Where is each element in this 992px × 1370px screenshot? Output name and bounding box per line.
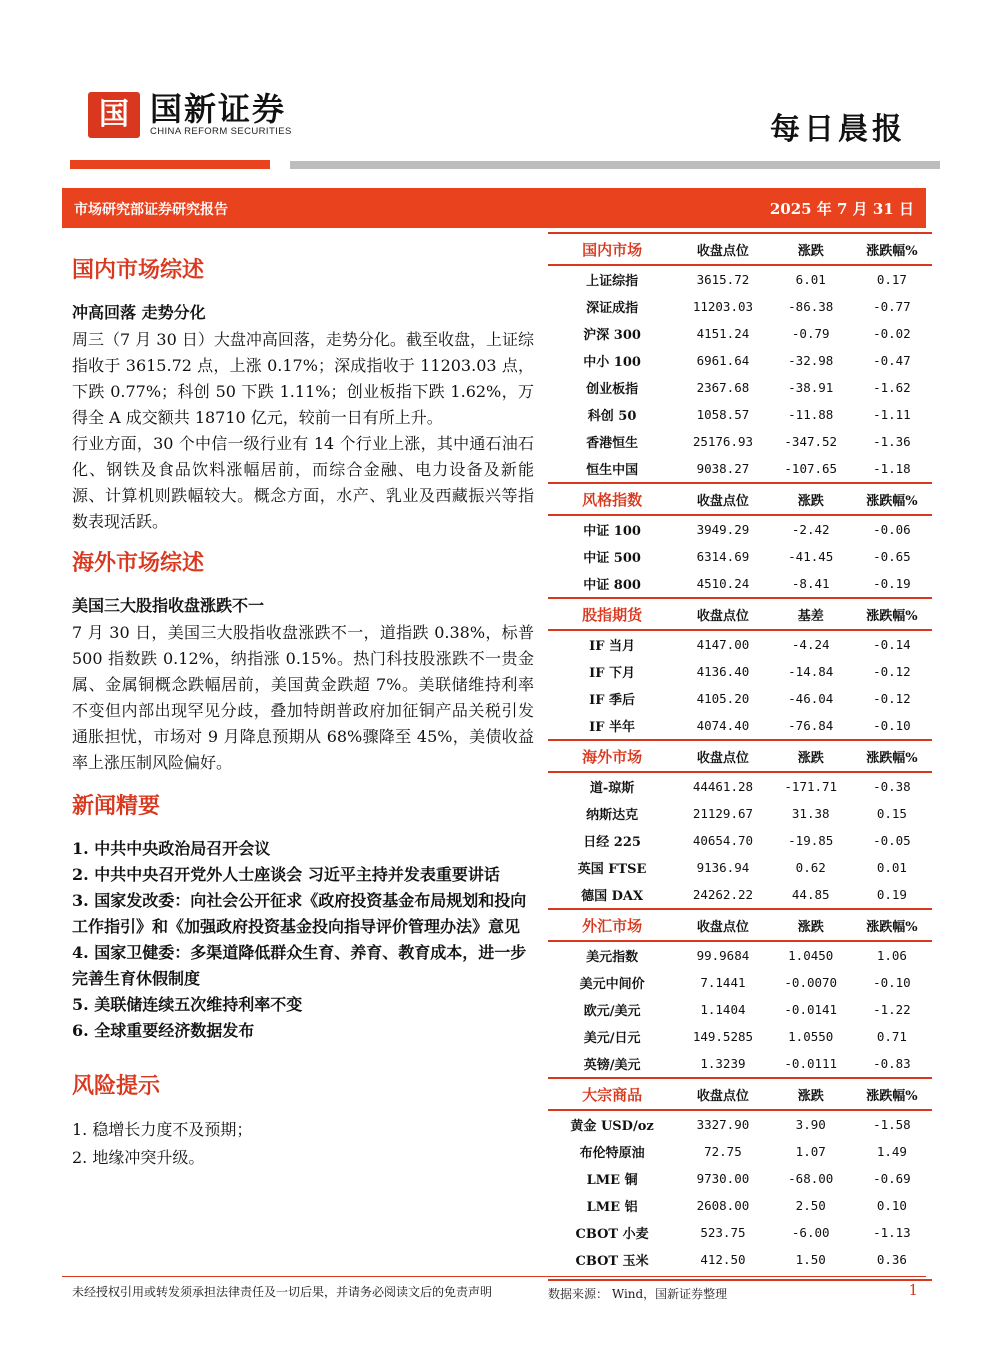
cell-value: 1.06 <box>876 948 907 963</box>
cell-value: -1.18 <box>873 461 911 476</box>
market-data-table <box>548 232 932 1273</box>
table-row <box>548 1110 932 1138</box>
cell-value: 3327.90 <box>696 1117 750 1132</box>
row-label: 创业板指 <box>586 382 639 397</box>
column-header: 涨跌 <box>770 1078 852 1110</box>
cell-value: -0.0070 <box>784 975 838 990</box>
brand-name-cn: 国新证券 <box>150 90 287 128</box>
cell-value: 4105.20 <box>696 691 750 706</box>
cell-value: 24262.22 <box>692 887 754 902</box>
cell-value: 9136.94 <box>696 860 750 875</box>
column-header: 涨跌幅% <box>852 483 932 515</box>
cell-value: 31.38 <box>791 806 830 821</box>
cell-value: -0.38 <box>873 779 911 794</box>
cell-value: -0.47 <box>873 353 911 368</box>
table-row <box>548 630 932 658</box>
table-group-label: 国内市场 <box>548 233 676 265</box>
brand <box>150 92 292 137</box>
table-group-label: 大宗商品 <box>548 1078 676 1110</box>
row-label: CBOT 小麦 <box>575 1227 649 1242</box>
cell-value: -68.00 <box>788 1171 834 1186</box>
cell-value: -0.69 <box>873 1171 911 1186</box>
cell-value: -0.12 <box>873 664 911 679</box>
report-banner <box>62 188 926 228</box>
row-label: IF 当月 <box>589 639 636 654</box>
cell-value: 6961.64 <box>696 353 750 368</box>
row-label: 美元/日元 <box>583 1031 641 1046</box>
cell-value: -0.14 <box>873 637 911 652</box>
cell-value: -1.11 <box>873 407 911 422</box>
cell-value: 4510.24 <box>696 576 750 591</box>
market-data-panel <box>548 232 932 1302</box>
table-row <box>548 570 932 598</box>
cell-value: -0.10 <box>873 975 911 990</box>
news-item: 3. 国家发改委：向社会公开征求《政府投资基金布局规划和投向工作指引》和《加强政府投资基金投向指导评价管理办法》意见 <box>72 891 527 936</box>
table-header-row <box>548 598 932 630</box>
header-accent-bar <box>70 160 270 169</box>
cell-value: -0.0141 <box>784 1002 838 1017</box>
table-header-row <box>548 909 932 941</box>
brand-name-en: CHINA REFORM SECURITIES <box>150 126 292 137</box>
footer-divider <box>62 1276 926 1277</box>
cell-value: -86.38 <box>788 299 834 314</box>
cell-value: -0.0111 <box>784 1056 838 1071</box>
cell-value: 0.01 <box>876 860 907 875</box>
column-header: 基差 <box>770 598 852 630</box>
row-label: 美元指数 <box>586 950 639 965</box>
cell-value: 7.1441 <box>700 975 746 990</box>
table-row <box>548 455 932 483</box>
section-title-risk: 风险提示 <box>72 1073 161 1099</box>
cell-value: -0.79 <box>791 326 830 341</box>
table-row <box>548 1165 932 1192</box>
cell-value: -1.58 <box>873 1117 911 1132</box>
cell-value: -46.04 <box>788 691 834 706</box>
cell-value: 72.75 <box>704 1144 742 1159</box>
cell-value: 6314.69 <box>696 549 750 564</box>
row-label: IF 下月 <box>589 666 636 681</box>
footer-disclaimer: 未经授权引用或转发须承担法律责任及一切后果，并请务必阅读文后的免责声明 <box>72 1285 493 1299</box>
row-label: IF 半年 <box>589 720 636 735</box>
table-row <box>548 1246 932 1273</box>
table-group-label: 股指期货 <box>548 598 676 630</box>
cell-value: 1.0450 <box>788 948 834 963</box>
column-header: 收盘点位 <box>676 483 769 515</box>
row-label: LME 铜 <box>586 1173 638 1188</box>
cell-value: -0.65 <box>873 549 911 564</box>
row-label: 纳斯达克 <box>586 808 639 823</box>
cell-value: 99.9684 <box>696 948 750 963</box>
column-header: 涨跌 <box>770 233 852 265</box>
cell-value: 2608.00 <box>696 1198 750 1213</box>
column-header: 涨跌 <box>770 740 852 772</box>
row-label: 香港恒生 <box>586 436 639 451</box>
cell-value: 1058.57 <box>696 407 750 422</box>
table-header-row <box>548 233 932 265</box>
table-header-row <box>548 740 932 772</box>
table-row <box>548 1192 932 1219</box>
cell-value: -0.02 <box>873 326 911 341</box>
row-label: 中证 500 <box>583 551 641 566</box>
table-row <box>548 543 932 570</box>
cell-value: 0.15 <box>876 806 907 821</box>
cell-value: 11203.03 <box>692 299 754 314</box>
column-header: 涨跌幅% <box>852 740 932 772</box>
cell-value: -32.98 <box>788 353 834 368</box>
cell-value: -6.00 <box>791 1225 830 1240</box>
main-column <box>72 250 534 1172</box>
table-row <box>548 428 932 455</box>
cell-value: 1.50 <box>795 1252 826 1267</box>
cell-value: -0.12 <box>873 691 911 706</box>
row-label: 布伦特原油 <box>579 1146 645 1161</box>
table-row <box>548 772 932 800</box>
cell-value: 9038.27 <box>696 461 750 476</box>
cell-value: -0.10 <box>873 718 911 733</box>
cell-value: 3615.72 <box>696 272 750 287</box>
header-divider <box>290 161 940 169</box>
column-header: 涨跌 <box>770 909 852 941</box>
cell-value: 21129.67 <box>692 806 754 821</box>
cell-value: 1.0550 <box>788 1029 834 1044</box>
domestic-paragraph-1: 周三（7 月 30 日）大盘冲高回落，走势分化。截至收盘，上证综指收于 3615.72 点，上涨 0.17%；深成指收于 11203.03 点，下跌 0.77%；科创 50 下跌 1.11%；创业板指下跌 1.62%，万得全 A 成交额共 18710 亿元，较前一日有所上升。 <box>72 330 534 427</box>
row-label: 中证 800 <box>583 578 641 593</box>
column-header: 收盘点位 <box>676 1078 769 1110</box>
cell-value: 1.1404 <box>700 1002 746 1017</box>
table-row <box>548 347 932 374</box>
cell-value: -1.36 <box>873 434 911 449</box>
cell-value: -19.85 <box>788 833 834 848</box>
row-label: IF 季后 <box>589 693 636 708</box>
company-logo: 国 <box>88 92 140 138</box>
row-label: 深证成指 <box>586 301 639 316</box>
row-label: 沪深 300 <box>583 328 641 343</box>
cell-value: 40654.70 <box>692 833 754 848</box>
cell-value: -0.05 <box>873 833 911 848</box>
news-item: 4. 国家卫健委：多渠道降低群众生育、养育、教育成本，进一步完善生育休假制度 <box>72 943 527 988</box>
cell-value: 2367.68 <box>696 380 750 395</box>
page-number: 1 <box>908 1281 918 1299</box>
table-row <box>548 401 932 428</box>
cell-value: -1.13 <box>873 1225 911 1240</box>
row-label: 欧元/美元 <box>583 1004 641 1019</box>
table-header-row <box>548 1078 932 1110</box>
cell-value: 4151.24 <box>696 326 750 341</box>
cell-value: 6.01 <box>795 272 826 287</box>
column-header: 收盘点位 <box>676 740 769 772</box>
news-item: 1. 中共中央政治局召开会议 <box>72 839 271 858</box>
table-row <box>548 800 932 827</box>
cell-value: 2.50 <box>795 1198 826 1213</box>
section-title-overseas: 海外市场综述 <box>72 550 205 576</box>
table-row <box>548 374 932 401</box>
cell-value: -1.22 <box>873 1002 911 1017</box>
domestic-paragraph-2: 行业方面，30 个中信一级行业有 14 个行业上涨，其中通石油石化、钢铁及食品饮料涨幅居前，而综合金融、电力设备及新能源、计算机则跌幅较大。概念方面，水产、乳业及西藏振兴等指数表现活跃。 <box>72 434 534 531</box>
data-source: 数据来源： Wind，国新证券整理 <box>548 1279 932 1302</box>
cell-value: -1.62 <box>873 380 911 395</box>
table-row <box>548 293 932 320</box>
risk-item: 1. 稳增长力度不及预期； <box>72 1120 253 1139</box>
cell-value: -76.84 <box>788 718 834 733</box>
cell-value: 9730.00 <box>696 1171 750 1186</box>
cell-value: 4136.40 <box>696 664 750 679</box>
cell-value: 1.49 <box>876 1144 907 1159</box>
row-label: 中小 100 <box>583 355 641 370</box>
row-label: 美元中间价 <box>579 977 645 992</box>
section-title-domestic: 国内市场综述 <box>72 257 205 283</box>
cell-value: -171.71 <box>784 779 838 794</box>
cell-value: 3949.29 <box>696 522 750 537</box>
table-row <box>548 1219 932 1246</box>
table-row <box>548 1138 932 1165</box>
department: 市场研究部证券研究报告 <box>74 202 228 218</box>
table-row <box>548 712 932 740</box>
row-label: 道-琼斯 <box>589 781 635 796</box>
table-row <box>548 827 932 854</box>
overseas-paragraph: 7 月 30 日，美国三大股指收盘涨跌不一，道指跌 0.38%，标普 500 指数跌 0.12%，纳指涨 0.15%。热门科技股涨跌不一贵金属、金属铜概念跌幅居前，美国黄金跌超 7%。美联储维持利率不变但内部出现罕见分歧，叠加特朗普政府加征铜产品关税引发通胀担忧，市场对 9 月降息预期从 68%骤降至 45%，美债收益率上涨压制风险偏好。 <box>72 623 534 772</box>
table-header-row <box>548 483 932 515</box>
cell-value: 3.90 <box>795 1117 826 1132</box>
risk-list <box>72 1116 534 1172</box>
section-title-news: 新闻精要 <box>72 793 161 819</box>
risk-item: 2. 地缘冲突升级。 <box>72 1148 205 1167</box>
row-label: 德国 DAX <box>581 889 644 904</box>
row-label: LME 铝 <box>586 1200 638 1215</box>
cell-value: -11.88 <box>788 407 834 422</box>
row-label: 英镑/美元 <box>583 1058 641 1073</box>
row-label: CBOT 玉米 <box>575 1254 649 1269</box>
table-group-label: 风格指数 <box>548 483 676 515</box>
row-label: 英国 FTSE <box>577 862 647 877</box>
domestic-subtitle: 冲高回落 走势分化 <box>72 303 206 322</box>
cell-value: 0.71 <box>876 1029 907 1044</box>
column-header: 涨跌幅% <box>852 598 932 630</box>
table-row <box>548 515 932 543</box>
cell-value: -38.91 <box>788 380 834 395</box>
table-row <box>548 658 932 685</box>
cell-value: 0.62 <box>795 860 826 875</box>
cell-value: 1.3239 <box>700 1056 746 1071</box>
cell-value: 0.19 <box>876 887 907 902</box>
overseas-subtitle: 美国三大股指收盘涨跌不一 <box>72 596 265 615</box>
column-header: 涨跌 <box>770 483 852 515</box>
cell-value: 44.85 <box>791 887 830 902</box>
table-row <box>548 941 932 969</box>
cell-value: -4.24 <box>791 637 830 652</box>
cell-value: -0.77 <box>873 299 911 314</box>
report-type: 每日晨报 <box>770 112 906 147</box>
cell-value: 4074.40 <box>696 718 750 733</box>
cell-value: -8.41 <box>791 576 830 591</box>
table-group-label: 海外市场 <box>548 740 676 772</box>
cell-value: -347.52 <box>784 434 838 449</box>
cell-value: 149.5285 <box>692 1029 754 1044</box>
table-row <box>548 1050 932 1078</box>
table-row <box>548 881 932 909</box>
news-list <box>72 836 534 1044</box>
column-header: 涨跌幅% <box>852 909 932 941</box>
table-row <box>548 969 932 996</box>
row-label: 中证 100 <box>583 524 641 539</box>
cell-value: 0.36 <box>876 1252 907 1267</box>
cell-value: -41.45 <box>788 549 834 564</box>
news-item: 5. 美联储连续五次维持利率不变 <box>72 995 303 1014</box>
table-row <box>548 265 932 293</box>
column-header: 收盘点位 <box>676 598 769 630</box>
cell-value: 25176.93 <box>692 434 754 449</box>
table-row <box>548 320 932 347</box>
table-row <box>548 854 932 881</box>
cell-value: 0.17 <box>876 272 907 287</box>
column-header: 收盘点位 <box>676 233 769 265</box>
cell-value: -14.84 <box>788 664 834 679</box>
cell-value: 1.07 <box>795 1144 826 1159</box>
cell-value: -0.06 <box>873 522 911 537</box>
table-row <box>548 685 932 712</box>
row-label: 科创 50 <box>587 409 637 424</box>
row-label: 恒生中国 <box>586 463 639 478</box>
row-label: 日经 225 <box>583 835 641 850</box>
table-row <box>548 1023 932 1050</box>
cell-value: 412.50 <box>700 1252 746 1267</box>
cell-value: 44461.28 <box>692 779 754 794</box>
table-group-label: 外汇市场 <box>548 909 676 941</box>
news-item: 6. 全球重要经济数据发布 <box>72 1021 255 1040</box>
cell-value: -107.65 <box>784 461 838 476</box>
column-header: 涨跌幅% <box>852 233 932 265</box>
cell-value: -2.42 <box>791 522 830 537</box>
cell-value: 523.75 <box>700 1225 746 1240</box>
report-date: 2025 年 7 月 31 日 <box>769 200 914 218</box>
table-row <box>548 996 932 1023</box>
column-header: 涨跌幅% <box>852 1078 932 1110</box>
news-item: 2. 中共中央召开党外人士座谈会 习近平主持并发表重要讲话 <box>72 865 500 884</box>
cell-value: -0.19 <box>873 576 911 591</box>
column-header: 收盘点位 <box>676 909 769 941</box>
cell-value: 0.10 <box>876 1198 907 1213</box>
row-label: 黄金 USD/oz <box>570 1119 654 1134</box>
cell-value: -0.83 <box>873 1056 911 1071</box>
row-label: 上证综指 <box>586 274 639 289</box>
cell-value: 4147.00 <box>696 637 750 652</box>
